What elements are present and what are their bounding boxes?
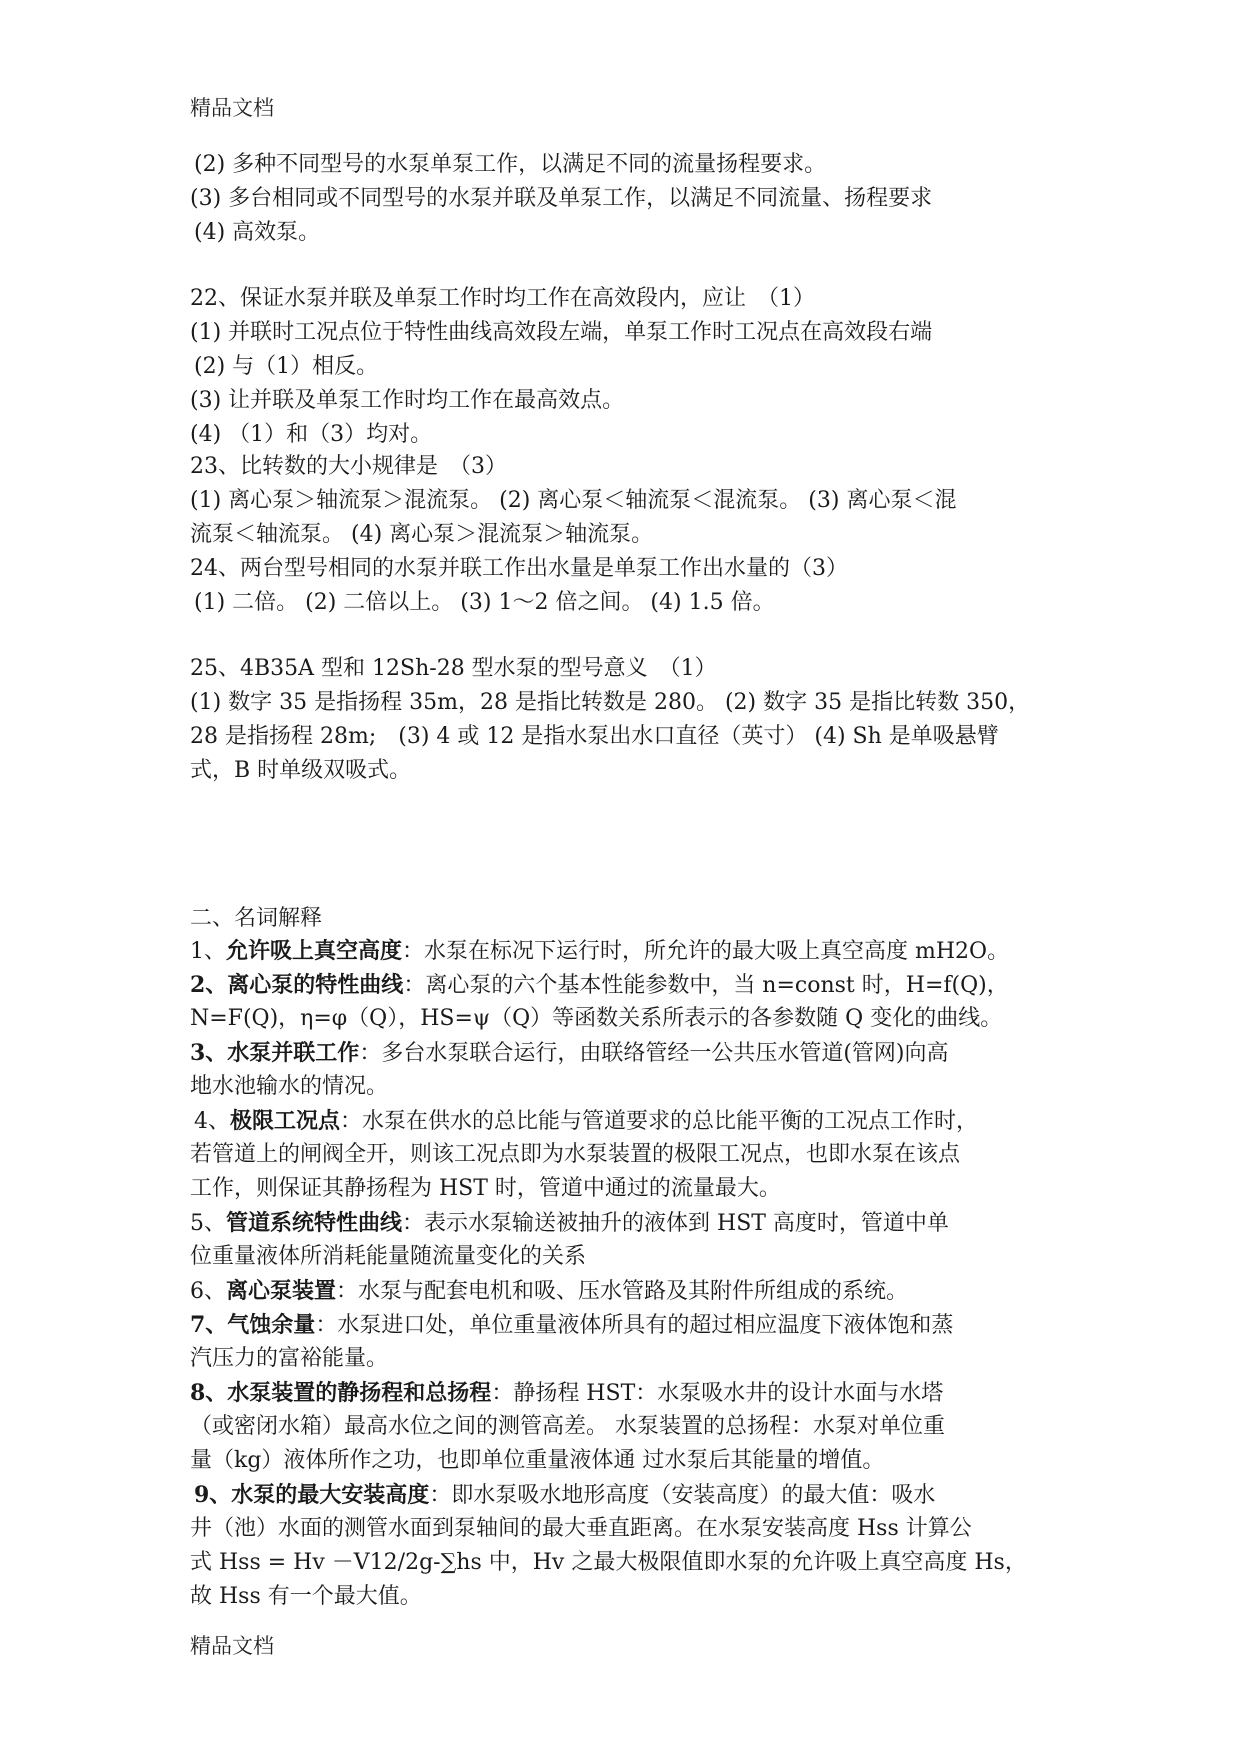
text-line xyxy=(190,654,717,684)
text-line xyxy=(194,1480,935,1511)
page-footer: 精品文档 xyxy=(190,1634,274,1658)
text-span: 22、保证水泵并联及单泵工作时均工作在高效段内，应让 （1） xyxy=(190,286,815,311)
text-span: 故 Hss 有一个最大值。 xyxy=(190,1584,422,1609)
text-span: 25、4B35A 型和 12Sh-28 型水泵的型号意义 （1） xyxy=(190,656,717,681)
text-line xyxy=(190,970,1009,1001)
text-line xyxy=(190,420,432,450)
text-span: (3) 让并联及单泵工作时均工作在最高效点。 xyxy=(190,388,625,413)
text-line xyxy=(194,352,378,382)
text-line xyxy=(190,1004,1002,1034)
text-span: 式 Hss = Hv －V12/2g-∑hs 中，Hv 之最大极限值即水泵的允许吸上真空高度 Hs， xyxy=(190,1550,1027,1575)
text-span: 若管道上的闸阀全开，则该工况点即为水泵装置的极限工况点，也即水泵在该点 xyxy=(190,1142,961,1167)
text-span: 6、 xyxy=(190,1279,226,1304)
text-span: (1) 并联时工况点位于特性曲线高效段左端，单泵工作时工况点在高效段右端 xyxy=(190,320,933,345)
term-label: 极限工况点 xyxy=(230,1108,341,1134)
text-span: (3) 多台相同或不同型号的水泵并联及单泵工作，以满足不同流量、扬程要求 xyxy=(190,186,933,211)
page-header: 精品文档 xyxy=(190,96,274,120)
text-span: 地水池输水的情况。 xyxy=(190,1074,389,1099)
text-span: ：即水泵吸水地形高度（安装高度）的最大值：吸水 xyxy=(429,1483,936,1508)
text-line xyxy=(190,318,932,348)
text-span: （或密闭水箱）最高水位之间的测管高差。 水泵装置的总扬程：水泵对单位重 xyxy=(190,1414,945,1439)
term-label: 管道系统特性曲线 xyxy=(226,1210,403,1236)
text-span: ：水泵在标况下运行时，所允许的最大吸上真空高度 mH2O。 xyxy=(402,939,1010,964)
text-line xyxy=(190,554,848,584)
text-line xyxy=(190,722,999,752)
term-label: 离心泵装置 xyxy=(226,1278,337,1304)
text-span: (4) 高效泵。 xyxy=(194,220,321,245)
text-line xyxy=(190,452,507,482)
text-span: ：静扬程 HST：水泵吸水井的设计水面与水塔 xyxy=(491,1381,944,1406)
term-label: 7、气蚀余量 xyxy=(190,1312,316,1338)
text-line xyxy=(190,520,653,550)
text-line xyxy=(194,150,826,180)
text-line xyxy=(190,1038,948,1069)
text-line xyxy=(194,588,775,618)
text-span: (2) 与（1）相反。 xyxy=(194,354,379,379)
text-line xyxy=(190,1242,586,1272)
text-line xyxy=(190,1378,943,1409)
text-line xyxy=(190,1344,388,1374)
text-span: 汽压力的富裕能量。 xyxy=(190,1346,389,1371)
text-span: 4、 xyxy=(194,1109,230,1134)
text-line xyxy=(190,1208,949,1239)
text-line xyxy=(190,1072,388,1102)
text-span: ：离心泵的六个基本性能参数中，当 n=const 时，H=f(Q)， xyxy=(403,973,1009,998)
text-line xyxy=(190,1276,908,1307)
text-line xyxy=(190,386,624,416)
text-span: ：表示水泵输送被抽升的液体到 HST 高度时，管道中单 xyxy=(402,1211,949,1236)
text-line xyxy=(190,1582,422,1612)
text-line xyxy=(190,1174,781,1204)
text-line xyxy=(194,218,320,248)
text-span: 井（池）水面的测管水面到泵轴间的最大垂直距离。在水泵安装高度 Hss 计算公 xyxy=(190,1516,972,1541)
text-line xyxy=(190,284,815,314)
text-line xyxy=(190,1140,960,1170)
text-span: 23、比转数的大小规律是 （3） xyxy=(190,454,507,479)
text-span: (1) 二倍。 (2) 二倍以上。 (3) 1～2 倍之间。 (4) 1.5 倍。 xyxy=(194,590,775,615)
term-label: 9、水泵的最大安装高度 xyxy=(194,1482,430,1508)
text-span: 位重量液体所消耗能量随流量变化的关系 xyxy=(190,1244,587,1269)
text-span: 二、名词解释 xyxy=(190,906,323,931)
text-span: ：水泵进口处，单位重量液体所具有的超过相应温度下液体饱和蒸 xyxy=(315,1313,954,1338)
text-line xyxy=(190,1514,972,1544)
text-line xyxy=(190,904,322,934)
text-span: ：水泵与配套电机和吸、压水管路及其附件所组成的系统。 xyxy=(336,1279,909,1304)
text-span: 5、 xyxy=(190,1211,226,1236)
term-label: 允许吸上真空高度 xyxy=(226,938,403,964)
text-span: ：水泵在供水的总比能与管道要求的总比能平衡的工况点工作时， xyxy=(340,1109,979,1134)
text-span: 流泵＜轴流泵。 (4) 离心泵＞混流泵＞轴流泵。 xyxy=(190,522,654,547)
text-span: (1) 数字 35 是指扬程 35m，28 是指比转数是 280。 (2) 数字 35 是指比转数 350， xyxy=(190,690,1031,715)
text-span: 工作，则保证其静扬程为 HST 时，管道中通过的流量最大。 xyxy=(190,1176,781,1201)
text-line xyxy=(190,1548,1027,1578)
text-span: (1) 离心泵＞轴流泵＞混流泵。 (2) 离心泵＜轴流泵＜混流泵。 (3) 离心泵＜混 xyxy=(190,488,957,513)
text-line xyxy=(190,756,411,786)
text-span: 28 是指扬程 28m; (3) 4 或 12 是指水泵出水口直径（英寸） (4) Sh 是单吸悬臂 xyxy=(190,724,999,749)
text-span: 量（kg）液体所作之功，也即单位重量液体通 过水泵后其能量的增值。 xyxy=(190,1448,885,1473)
text-span: (2) 多种不同型号的水泵单泵工作，以满足不同的流量扬程要求。 xyxy=(194,152,827,177)
text-span: (4) （1）和（3）均对。 xyxy=(190,422,433,447)
text-span: 式，B 时单级双吸式。 xyxy=(190,758,412,783)
text-line xyxy=(194,1106,978,1137)
text-span: ：多台水泵联合运行，由联络管经一公共压水管道(管网)向高 xyxy=(359,1041,949,1066)
text-line xyxy=(190,1310,953,1341)
term-label: 3、水泵并联工作 xyxy=(190,1040,360,1066)
text-line xyxy=(190,688,1030,718)
text-line xyxy=(190,486,956,516)
text-line xyxy=(190,184,932,214)
text-span: 1、 xyxy=(190,939,226,964)
text-line xyxy=(190,1412,945,1442)
text-line xyxy=(190,1446,884,1476)
term-label: 2、离心泵的特性曲线 xyxy=(190,972,404,998)
text-line xyxy=(190,936,1009,967)
text-span: 24、两台型号相同的水泵并联工作出水量是单泵工作出水量的（3） xyxy=(190,556,848,581)
term-label: 8、水泵装置的静扬程和总扬程 xyxy=(190,1380,492,1406)
text-span: N=F(Q)，η=φ（Q），HS=ψ（Q）等函数关系所表示的各参数随 Q 变化的曲线。 xyxy=(190,1006,1003,1031)
